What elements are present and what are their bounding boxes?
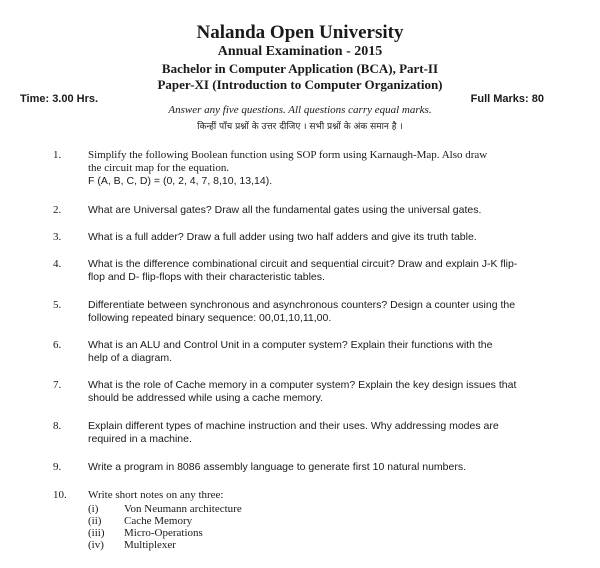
- question-2: [88, 204, 548, 217]
- list-item-text: Multiplexer: [124, 539, 176, 551]
- question-number: 1.: [53, 149, 62, 161]
- question-number: 2.: [53, 204, 62, 216]
- question-line: following repeated binary sequence: 00,01,10,11,00.: [88, 312, 332, 324]
- instruction-hindi: किन्हीं पाँच प्रश्नों के उत्तर दीजिए । सभी प्रश्नों के अंक समान है ।: [197, 122, 403, 132]
- question-1: [88, 149, 548, 188]
- question-number: 3.: [53, 231, 62, 243]
- list-item: [88, 527, 242, 539]
- university-name: Nalanda Open University: [196, 22, 404, 43]
- question-line: flop and D- flip-flops with their characteristic tables.: [88, 271, 325, 283]
- question-number: 10.: [53, 489, 67, 501]
- question-line: Differentiate between synchronous and asynchronous counters? Design a counter using the: [88, 299, 516, 311]
- list-item-number: (i): [88, 503, 99, 515]
- question-line: required in a machine.: [88, 433, 192, 445]
- course-title: Bachelor in Computer Application (BCA), Part-II: [161, 61, 439, 76]
- question-line: Write a program in 8086 assembly language to generate first 10 natural numbers.: [88, 461, 467, 473]
- list-item-text: Micro-Operations: [124, 527, 203, 539]
- question-line: help of a diagram.: [88, 352, 173, 364]
- list-item-text: Cache Memory: [124, 515, 193, 527]
- question-line: Write short notes on any three:: [88, 489, 224, 501]
- list-item: [88, 539, 242, 551]
- question-8: [88, 420, 548, 446]
- question-line: What is an ALU and Control Unit in a computer system? Explain their functions with the: [88, 339, 493, 351]
- question-number: 7.: [53, 379, 62, 391]
- question-7: [88, 379, 548, 405]
- list-item-text: Von Neumann architecture: [124, 503, 242, 515]
- question-line: should be addressed while using a cache memory.: [88, 392, 324, 404]
- exam-title: Annual Examination - 2015: [217, 44, 383, 59]
- question-9: [88, 461, 548, 474]
- question-line: the circuit map for the equation.: [88, 162, 230, 174]
- question-number: 6.: [53, 339, 62, 351]
- list-item: [88, 503, 242, 515]
- question-line: Explain different types of machine instruction and their uses. Why addressing modes are: [88, 420, 499, 432]
- list-item-number: (iv): [88, 539, 104, 551]
- full-marks: Full Marks: 80: [470, 93, 544, 105]
- short-notes-list: [88, 503, 242, 551]
- list-item-number: (iii): [88, 527, 105, 539]
- paper-title: Paper-XI (Introduction to Computer Organization): [157, 77, 443, 92]
- question-5: [88, 299, 548, 325]
- question-line: What is a full adder? Draw a full adder using two half adders and give its truth table.: [88, 231, 477, 243]
- question-line: What is the difference combinational circuit and sequential circuit? Draw and explain J-K flip-: [88, 258, 518, 270]
- list-item-number: (ii): [88, 515, 102, 527]
- question-3: [88, 231, 548, 244]
- question-4: [88, 258, 548, 284]
- instruction-english: Answer any five questions. All questions carry equal marks.: [168, 104, 432, 116]
- question-number: 9.: [53, 461, 62, 473]
- question-number: 5.: [53, 299, 62, 311]
- time-allowed: Time: 3.00 Hrs.: [20, 93, 99, 105]
- boolean-formula: F (A, B, C, D) = (0, 2, 4, 7, 8,10, 13,14).: [88, 175, 273, 187]
- question-line: Simplify the following Boolean function using SOP form using Karnaugh-Map. Also draw: [88, 149, 488, 161]
- list-item: [88, 515, 242, 527]
- question-number: 8.: [53, 420, 62, 432]
- question-10: [88, 489, 548, 502]
- question-line: What are Universal gates? Draw all the fundamental gates using the universal gates.: [88, 204, 482, 216]
- question-6: [88, 339, 548, 365]
- question-number: 4.: [53, 258, 62, 270]
- question-line: What is the role of Cache memory in a computer system? Explain the key design issues that: [88, 379, 517, 391]
